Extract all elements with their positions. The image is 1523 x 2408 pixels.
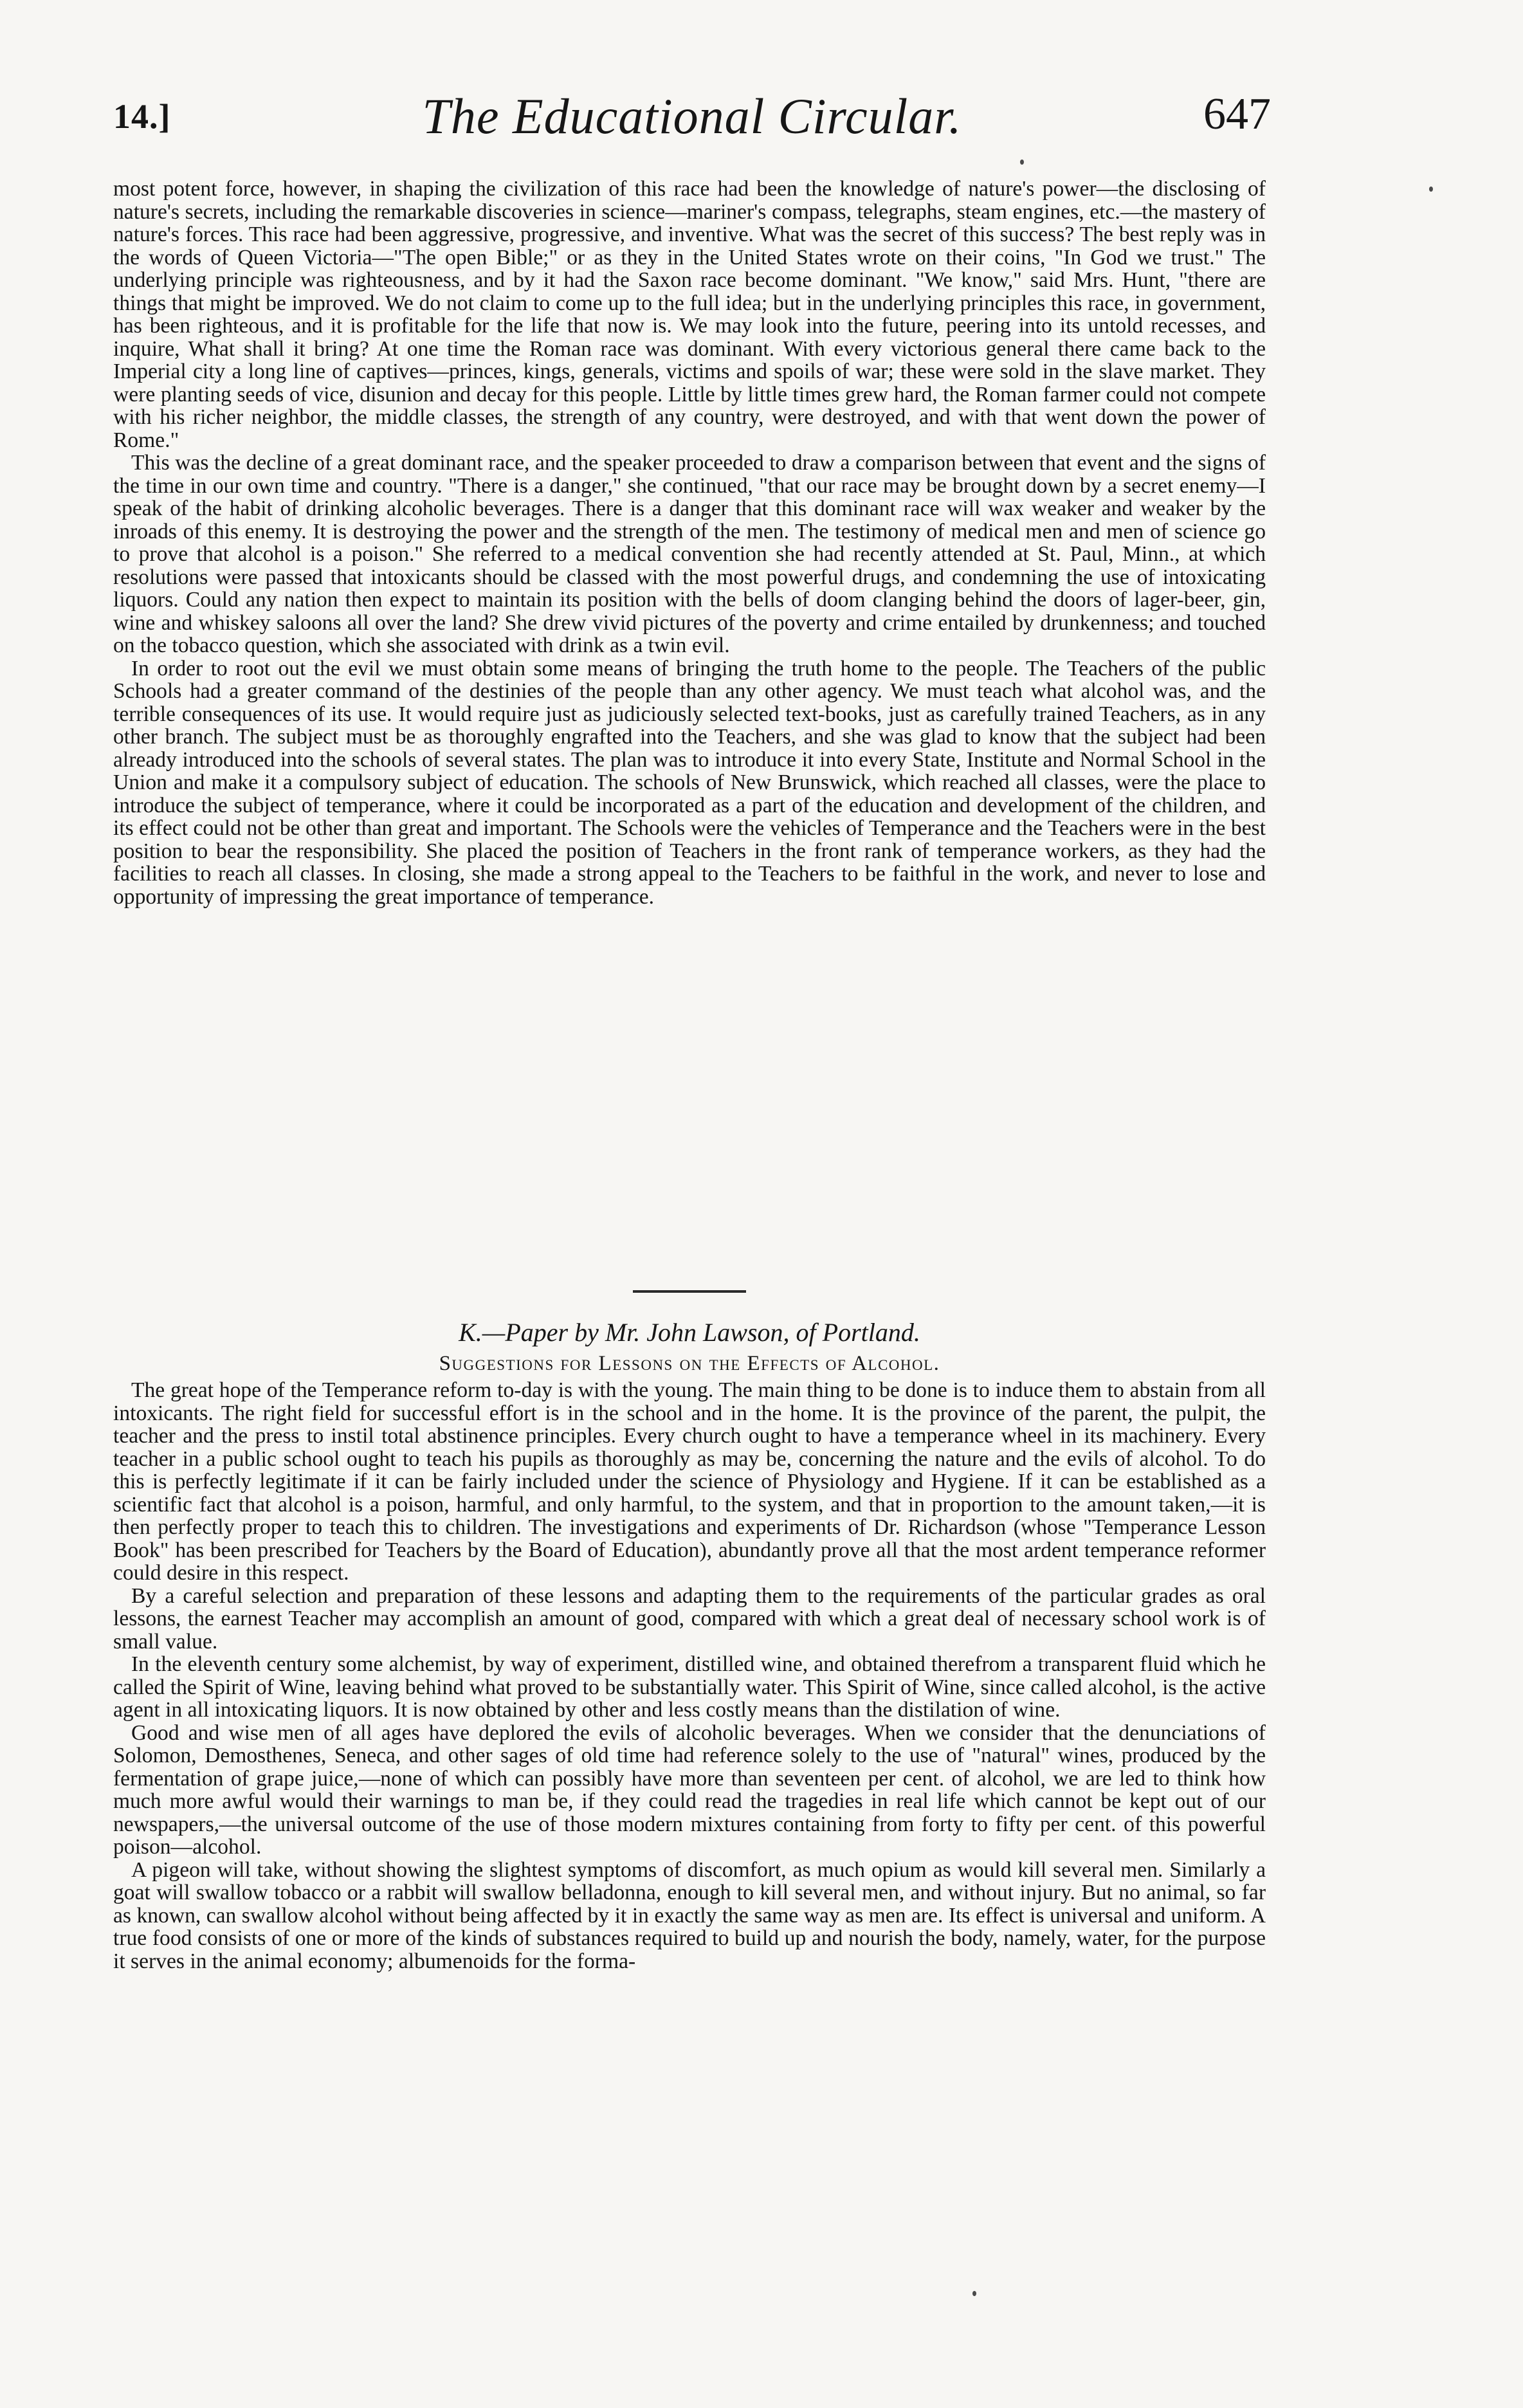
page-header [113, 82, 1271, 153]
paragraph: most potent force, however, in shaping the civilization of this race had been the knowledge of nature's power—the disclosing of nature's secrets, including the remarkable discoveries in science—mariner's compass, telegraphs, steam engines, etc.—the mastery of nature's forces. This race had been aggressive, progressive, and inventive. What was the secret of this success? The best reply was in the words of Queen Victoria—"The open Bible;" or as they in the United States wrote on their coins, "In God we trust." The underlying principle was righteousness, and by it had the Saxon race become dominant. "We know," said Mrs. Hunt, "there are things that might be improved. We do not claim to come up to the full idea; but in the underlying principles this race, in government, has been righteous, and it is profitable for the life that now is. We may look into the future, peering into its untold recesses, and inquire, What shall it bring? At one time the Roman race was dominant. With every victorious general there came back to the Imperial city a long line of captives—princes, kings, generals, victims and spoils of war; these were sold in the slave market. They were planting seeds of vice, disunion and decay for this people. Little by little times grew hard, the Roman farmer could not compete with his richer neighbor, the middle classes, the strength of any country, were destroyed, and with that went down the power of Rome." [113, 177, 1266, 452]
paper-body [113, 1379, 1266, 1973]
paragraph: Good and wise men of all ages have deplored the evils of alcoholic beverages. When we consider that the denunciations of Solomon, Demosthenes, Seneca, and other sages of old time had reference solely to the use of "natural" wines, produced by the fermentation of grape juice,—none of which can possibly have more than seventeen per cent. of alcohol, we are led to think how much more awful would their warnings to man be, if they could read the tragedies in real life which cannot be kept out of our newspapers,—the universal outcome of the use of those modern mixtures containing from forty to fifty per cent. of this powerful poison—alcohol. [113, 1720, 1266, 1859]
issue-number: 14.] [113, 97, 171, 136]
section-divider [633, 1290, 746, 1293]
print-speck [1020, 160, 1024, 165]
article-continuation [113, 178, 1266, 908]
paragraph: In the eleventh century some alchemist, by way of experiment, distilled wine, and obtained therefrom a transparent fluid which he called the Spirit of Wine, leaving behind what proved to be substantially water. This Spirit of Wine, since called alcohol, is the active agent in all intoxicating liquors. It is now obtained by other and less costly means than the distilation of wine. [113, 1652, 1266, 1722]
paragraph: The great hope of the Temperance reform to-day is with the young. The main thing to be done is to induce them to abstain from all intoxicants. The right field for successful effort is in the school and in the home. It is the province of the parent, the pulpit, the teacher and the press to instil total abstinence principles. Every church ought to have a temperance wheel in its machinery. Every teacher in a public school ought to teach his pupils as thoroughly as may be, concerning the nature and the evils of alcohol. To do this is perfectly legitimate if it can be fairly included under the science of Physiology and Hygiene. If it can be established as a scientific fact that alcohol is a poison, harmful, and only harmful, to the system, and that in proportion to the amount taken,—it is then perfectly proper to teach this to children. The investigations and experiments of Dr. Richardson (whose "Temperance Lesson Book" has been prescribed for Teachers by the Board of Education), abundantly prove all that the most ardent temperance reformer could desire in this respect. [113, 1378, 1266, 1585]
journal-title: The Educational Circular. [422, 88, 962, 144]
print-speck [1429, 187, 1433, 192]
paper-subheading: Suggestions for Lessons on the Effects of Alcohol. [439, 1352, 940, 1375]
paragraph: In order to root out the evil we must obtain some means of bringing the truth home to the people. The Teachers of the public Schools had a greater command of the destinies of the people than any other agency. We must teach what alcohol was, and the terrible consequences of its use. It would require just as judiciously selected text-books, just as carefully trained Teachers, as in any other branch. The subject must be as thoroughly engrafted into the Teachers, and she was glad to know that the subject had been already introduced into the schools of several states. The plan was to introduce it into every State, Institute and Normal School in the Union and make it a compulsory subject of education. The schools of New Brunswick, which reached all classes, were the place to introduce the subject of temperance, where it could be incorporated as a part of the education and development of the children, and its effect could not be other than great and important. The Schools were the vehicles of Temperance and the Teachers were in the best position to bear the responsibility. She placed the position of Teachers in the front rank of temperance workers, as they had the facilities to reach all classes. In closing, she made a strong appeal to the Teachers to be faithful in the work, and never to lose and opportunity of impressing the great importance of temperance. [113, 656, 1266, 909]
paragraph: By a careful selection and preparation of these lessons and adapting them to the requirements of the particular grades as oral lessons, the earnest Teacher may accomplish an amount of good, compared with which a great deal of necessary school work is of small value. [113, 1583, 1266, 1654]
paper-heading: K.—Paper by Mr. John Lawson, of Portland. [459, 1318, 920, 1347]
print-speck [972, 2291, 976, 2296]
paragraph: This was the decline of a great dominant race, and the speaker proceeded to draw a comparison between that event and the signs of the time in our own time and country. "There is a danger," she continued, "that our race may be brought down by a secret enemy—I speak of the habit of drinking alcoholic beverages. There is a danger that this dominant race will wax weaker and weaker by the inroads of this enemy. It is destroying the power and the strength of the men. The testimony of medical men and men of science go to prove that alcohol is a poison." She referred to a medical convention she had recently attended at St. Paul, Minn., at which resolutions were passed that intoxicants should be classed with the most powerful drugs, and condemning the use of intoxicating liquors. Could any nation then expect to maintain its position with the bells of doom clanging behind the doors of lager-beer, gin, wine and whiskey saloons all over the land? She drew vivid pictures of the poverty and crime entailed by drunkenness; and touched on the tobacco question, which she associated with drink as a twin evil. [113, 451, 1266, 657]
page-number: 647 [1203, 89, 1271, 139]
paragraph: A pigeon will take, without showing the slightest symptoms of discomfort, as much opium as would kill several men. Similarly a goat will swallow tobacco or a rabbit will swallow belladonna, enough to kill several men, and without injury. But no animal, so far as known, can swallow alcohol without being affected by it in exactly the same way as men are. Its effect is universal and uniform. A true food consists of one or more of the kinds of substances required to build up and nourish the body, namely, water, for the purpose it serves in the animal economy; albumenoids for the forma- [113, 1857, 1266, 1973]
